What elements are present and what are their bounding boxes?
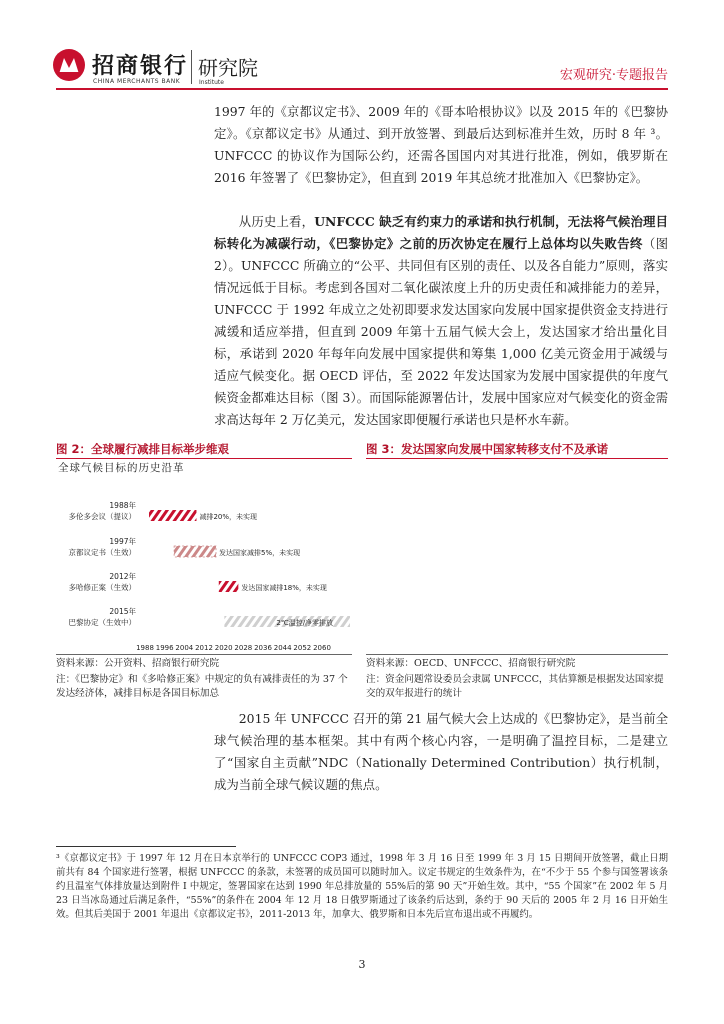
row-agreement-label: 多伦多会议（提议） (68, 512, 136, 521)
figure-3-note: 注：资金问题常设委员会隶属 UNFCCC，其估算额是根据发达国家提交的双年报进行的统计 (366, 674, 664, 699)
footnote-rule (56, 846, 236, 847)
paragraph-2 (214, 211, 668, 431)
bank-name-en: CHINA MERCHANTS BANK (93, 78, 181, 85)
institute-name-en: Institute (199, 79, 224, 86)
header-rule (56, 88, 668, 90)
x-tick-label: 2020 (214, 644, 233, 652)
row-year-label: 1988年 (109, 501, 136, 510)
figure-title-rule-right (366, 458, 668, 459)
figure-2-subtitle: 全球气候目标的历史沿革 (58, 462, 185, 474)
timeline-bar (174, 546, 216, 557)
x-tick-label: 2004 (175, 644, 194, 652)
source-rule-right (366, 654, 668, 655)
paragraph-2-key-finding: UNFCCC 缺乏有约束力的承诺和执行机制，无法将气候治理目标转化为减碳行动，《巴黎协定》之前的历次协定在履行上总体均以失败告终 (214, 214, 669, 251)
timeline-bar (149, 510, 196, 521)
row-agreement-label: 京都议定书（生效） (68, 548, 136, 557)
bar-data-label: 2℃温控/净零排放 (276, 619, 334, 627)
x-tick-label: 2012 (195, 644, 213, 652)
row-agreement-label: 多哈修正案（生效） (68, 583, 136, 592)
figure-2-note: 注：《巴黎协定》和《多哈修正案》中规定的负有减排责任的为 37 个发达经济体，减排目标是各国目标加总 (56, 674, 348, 699)
cmb-logo-icon (52, 48, 86, 82)
bar-data-label: 发达国家减排18%，未实现 (241, 584, 327, 592)
paragraph-3: 2015 年 UNFCCC 召开的第 21 届气候大会上达成的《巴黎协定》，是当前全球气候治理的基本框架。其中有两个核心内容，一是明确了温控目标，二是建立了“国家自主贡献”NDC（Nationally Determined Contribution）执行机制，成为当前全球气候议题的焦点。 (214, 711, 668, 792)
figure-3-title: 图 3：发达国家向发展中国家转移支付不及承诺 (366, 442, 609, 456)
row-year-label: 2012年 (109, 572, 136, 581)
figure-3-source: 资料来源：OECD、UNFCCC、招商银行研究院 (366, 658, 576, 669)
row-agreement-label: 巴黎协定（生效中） (68, 618, 136, 627)
row-year-label: 2015年 (109, 607, 136, 616)
figure-2-source: 资料来源：公开资料、招商银行研究院 (56, 658, 220, 669)
x-tick-label: 2052 (293, 644, 312, 652)
x-tick-label: 2028 (234, 644, 253, 652)
header-divider (191, 50, 192, 84)
bank-name: 招商银行 (92, 53, 189, 79)
page-number: 3 (358, 958, 366, 971)
paragraph-2-lead: 从历史上看， (238, 214, 315, 229)
timeline-bar (219, 581, 239, 592)
figure-3-chart-area (366, 460, 668, 654)
page-header (0, 0, 724, 90)
bar-data-label: 减排20%，未实现 (199, 513, 258, 521)
institute-name: 研究院 (198, 56, 258, 80)
paragraph-1: 1997 年的《京都议定书》、2009 年的《哥本哈根协议》以及 2015 年的《巴黎协定》。《京都议定书》从通过、到开放签署、到最后达到标准并生效，历时 8 年 ³。UNFCCC 的协议作为国际公约，还需各国国内对其进行批准，例如，俄罗斯在 2016 年签署了《巴黎协定》，但直到 2019 年其总统才批准加入《巴黎协定》。 (214, 104, 668, 185)
source-rule-left (56, 654, 352, 655)
report-type: 宏观研究·专题报告 (559, 68, 668, 83)
x-tick-label: 2036 (254, 644, 272, 652)
paragraph-2-rest: （图 2）。UNFCCC 所确立的“公平、共同但有区别的责任、以及各自能力”原则，落实情况远低于目标。考虑到各国对二氧化碳浓度上升的历史责任和减排能力的差异，UNFCCC 于 1992 年成立之处初即要求发达国家向发展中国家提供资金支持进行减缓和适应举措，但直到 2009 年第十五届气候大会上，发达国家才给出量化目标，承诺到 2020 年每年向发展中国家提供和筹集 1,000 亿美元资金用于减缓与适应气候变化。据 OECD 评估，至 2022 年发达国家为发展中国家提供的年度气候资金都难达目标（图 3）。而国际能源署估计，发展中国家应对气候变化的资金需求高达每年 2 万亿美元，发达国家即便履行承诺也只是杯水车薪。 (214, 236, 668, 427)
x-tick-label: 1996 (155, 644, 174, 652)
row-year-label: 1997年 (109, 537, 136, 546)
x-tick-label: 2060 (313, 644, 331, 652)
x-tick-label: 2044 (273, 644, 292, 652)
figure-title-rule-left (56, 458, 352, 459)
footnote-3: ³《京都议定书》于 1997 年 12 月在日本京举行的 UNFCCC COP3 通过，1998 年 3 月 16 日至 1999 年 3 月 15 日期间开放签署，截止日期前共有 84 个国家进行签署，根据 UNFCCC 的条款，未签署的成员国可以随时加入。议定书规定的生效条件为，在“不少于 55 个参与国签署该条约且温室气体排放量达到附件 I 中规定，签署国家在达到 1990 年总排放量的 55%后的第 90 天”开始生效。其中，“55 个国家”在 2002 年 5 月 23 日当冰岛通过后满足条件，“55%”的条件在 2004 年 12 月 18 日俄罗斯通过了该条约后达到，条约于 90 天后的 2005 年 2 月 16 日开始生效。但其后美国于 2001 年退出《京都议定书》，2011-2013 年，加拿大、俄罗斯和日本先后宣布退出或不再履约。 (56, 853, 668, 920)
x-tick-label: 1988 (136, 644, 154, 652)
figure-2-chart (56, 478, 352, 654)
bar-data-label: 发达国家减排5%，未实现 (219, 549, 301, 557)
figure-2-title: 图 2：全球履行减排目标举步维艰 (56, 442, 230, 456)
